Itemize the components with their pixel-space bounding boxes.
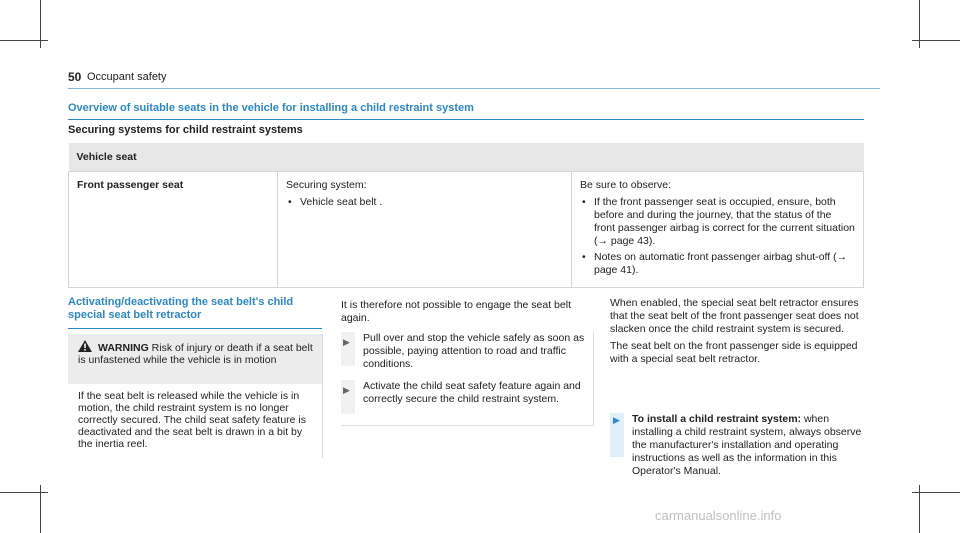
table-row bbox=[69, 172, 864, 288]
list-item: • Notes on automatic front passenger airbag shut-off (→ page 41). bbox=[580, 251, 855, 277]
warning-label: WARNING bbox=[98, 342, 149, 354]
header-rule bbox=[68, 88, 880, 89]
right-paragraph: The seat belt on the front passenger side is equipped with a special seat belt retractor. bbox=[610, 340, 858, 365]
crop-mark bbox=[912, 40, 960, 41]
play-arrow-icon: ▶ bbox=[341, 380, 355, 414]
crop-mark bbox=[0, 492, 48, 493]
seat-cell: Front passenger seat bbox=[69, 172, 278, 288]
middle-intro: It is therefore not possible to engage the seat belt again. bbox=[341, 299, 571, 324]
subsection-title: Securing systems for child restraint systems bbox=[68, 124, 303, 136]
crop-mark bbox=[912, 492, 960, 493]
warning-triangle-icon bbox=[78, 340, 92, 352]
observe-cell bbox=[572, 172, 864, 288]
warning-box bbox=[68, 334, 323, 458]
activating-heading bbox=[68, 296, 322, 329]
section-title: Overview of suitable seats in the vehicle for installing a child restraint system bbox=[68, 102, 474, 114]
table-header: Vehicle seat bbox=[69, 143, 864, 172]
list-item: • Vehicle seat belt . bbox=[286, 196, 563, 209]
step-text: Activate the child seat safety feature again and correctly secure the child restraint system. bbox=[363, 380, 581, 405]
step-text: Pull over and stop the vehicle safely as soon as possible, paying attention to road and traffic conditions. bbox=[363, 332, 585, 370]
activating-rule bbox=[68, 328, 322, 329]
warning-head bbox=[68, 334, 322, 384]
observe-label: Be sure to observe: bbox=[580, 179, 672, 191]
steps-box bbox=[341, 332, 594, 426]
instruction bbox=[610, 413, 870, 477]
activating-title: Activating/deactivating the seat belt's child special seat belt retractor bbox=[68, 296, 294, 321]
page-number: 50 bbox=[68, 70, 82, 84]
warning-head-text: Risk of injury or death if a seat belt is unfastened while the vehicle is in motion bbox=[78, 342, 313, 366]
seat-table bbox=[68, 143, 864, 288]
play-arrow-icon: ▶ bbox=[341, 332, 355, 366]
instruction-bold: To install a child restraint system: bbox=[632, 413, 802, 425]
running-header: Occupant safety bbox=[87, 71, 167, 83]
play-arrow-icon: ▶ bbox=[610, 413, 624, 457]
section-rule bbox=[68, 119, 864, 120]
instruction-text bbox=[632, 413, 870, 478]
crop-mark bbox=[0, 40, 48, 41]
warning-body: If the seat belt is released while the vehicle is in motion, the child restraint system is no longer correctly secured. The child seat safety feature is deactivated and the seat belt is drawn in a bit by the inertia reel. bbox=[78, 390, 306, 450]
securing-label: Securing system: bbox=[286, 179, 367, 191]
right-column bbox=[610, 297, 870, 370]
watermark: carmanualsonline.info bbox=[655, 508, 782, 523]
securing-cell bbox=[278, 172, 572, 288]
instruction-body: when installing a child restraint system, always observe the manufacturer's installation and operating instructions as well as the information in this Operator's Manual. bbox=[632, 413, 862, 477]
list-item: • If the front passenger seat is occupied, ensure, both before and during the journey, that the status of the front passenger airbag is correct for the current situation (→ page 43). bbox=[580, 196, 855, 248]
right-paragraph: When enabled, the special seat belt retractor ensures that the seat belt of the front passenger seat does not slacken once the child restraint system is secured. bbox=[610, 297, 859, 335]
